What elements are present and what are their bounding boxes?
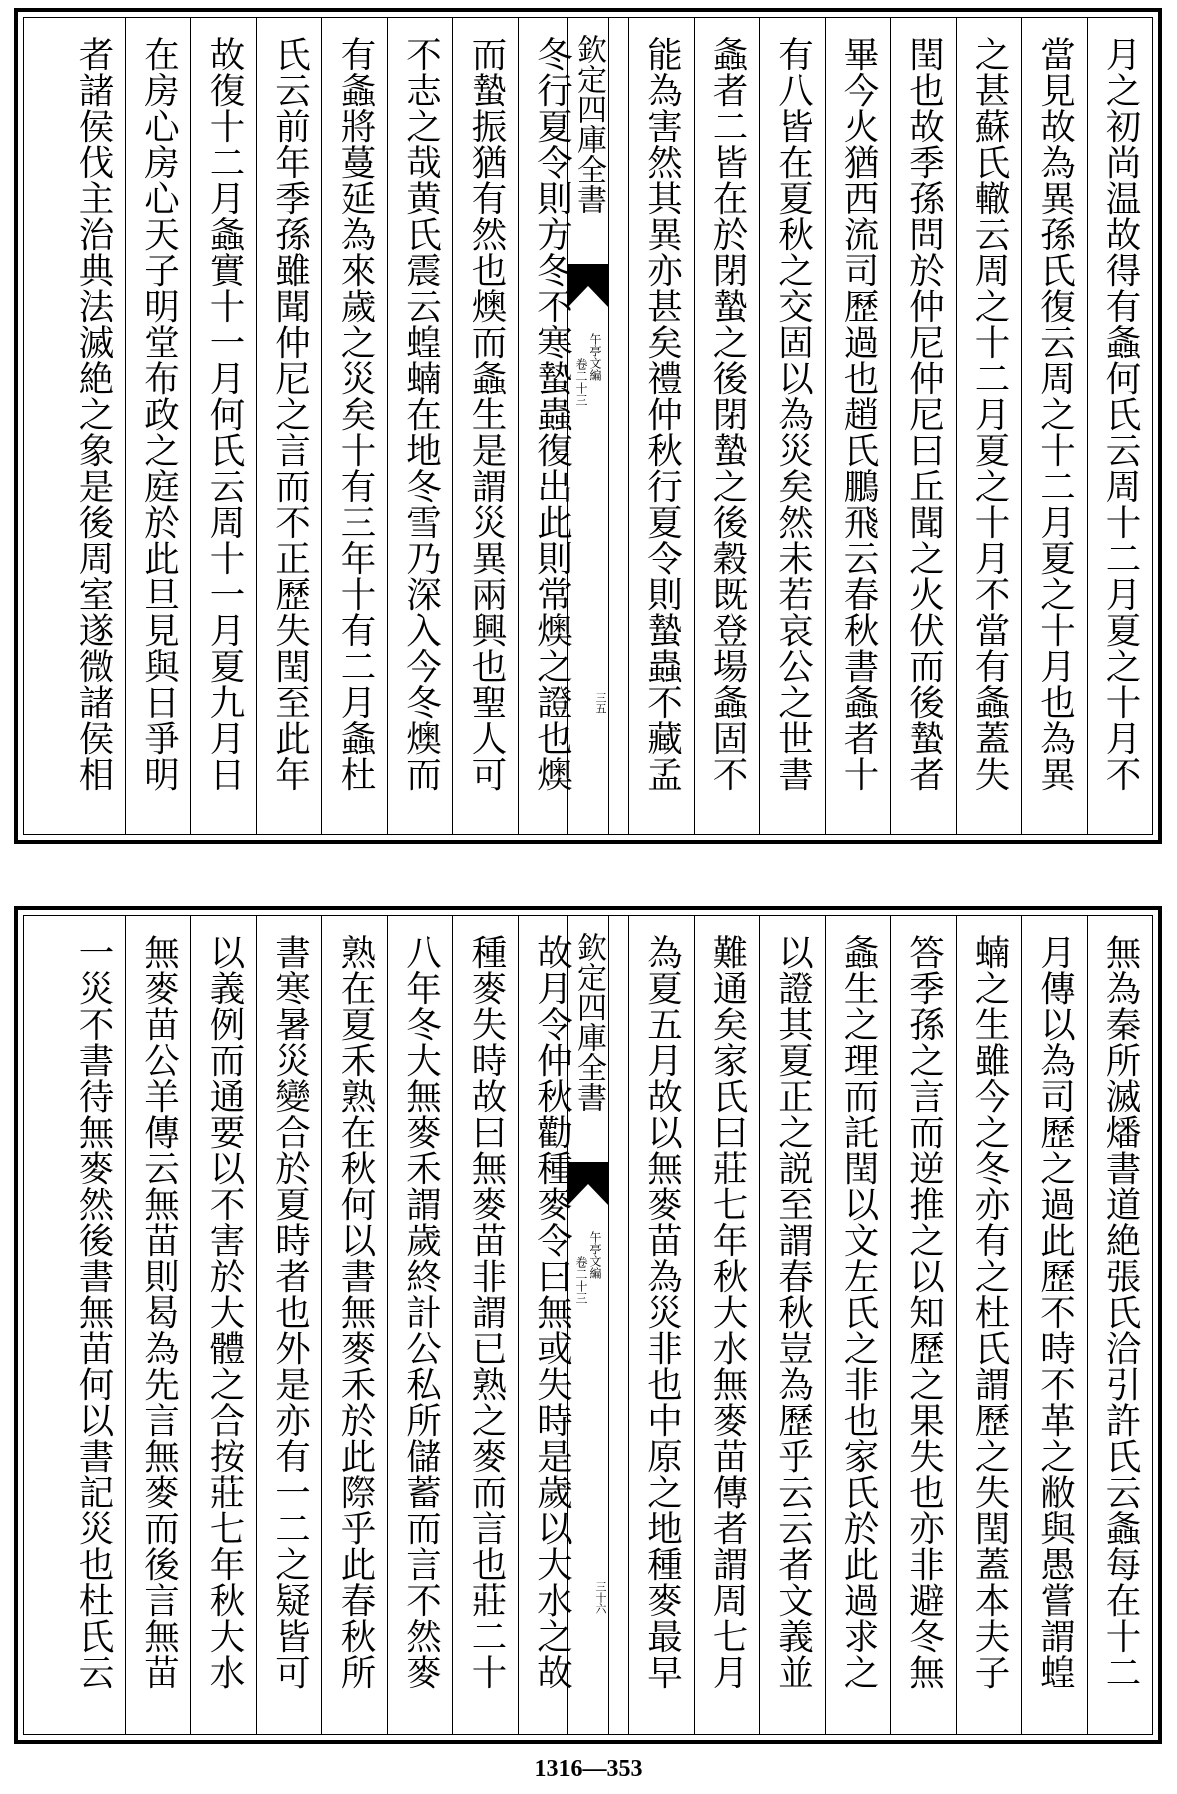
- text-column: 而蟄振猶有然也燠而螽生是謂災異兩興也聖人可: [452, 18, 518, 834]
- header-title: 欽定四庫全書: [571, 34, 606, 214]
- text-column: 故復十二月螽實十一月何氏云周十一月夏九月日: [190, 18, 256, 834]
- text-column: 冬行夏令則方冬不寒蟄蟲復出此則常燠之證也燠: [518, 18, 584, 834]
- text-column: 閏也故季孫問於仲尼仲尼曰丘聞之火伏而後蟄者: [890, 18, 956, 834]
- page-number: 三五: [594, 692, 607, 714]
- text-column: 能為害然其異亦甚矣禮仲秋行夏令則蟄蟲不藏孟: [628, 18, 694, 834]
- page-upper: [14, 8, 1162, 844]
- text-column: 之甚蘇氏轍云周之十二月夏之十月不當有螽蓋失: [956, 18, 1022, 834]
- text-column: 蝻之生雖今之冬亦有之杜氏謂歷之失閏蓋本夫子: [956, 916, 1022, 1734]
- text-column: 難通矣家氏曰莊七年秋大水無麥苗傳者謂周七月: [694, 916, 760, 1734]
- text-column: 氏云前年季孫雖聞仲尼之言而不正歷失閏至此年: [256, 18, 322, 834]
- juan-label: 卷二十三: [574, 358, 588, 406]
- right-half: [593, 916, 1152, 1734]
- text-column: 者諸侯伐主治典法滅絶之象是後周室遂微諸侯相: [72, 36, 114, 792]
- text-column: 熟在夏禾熟在秋何以書無麥禾於此際乎此春秋所: [321, 916, 387, 1734]
- text-column: 畢今火猶西流司歷過也趙氏鵬飛云春秋書螽者十: [825, 18, 891, 834]
- text-column: 八年冬大無麥禾謂歲終計公私所儲蓄而言不然麥: [387, 916, 453, 1734]
- left-half: [24, 916, 583, 1734]
- catalog-number: 1316—353: [534, 1756, 643, 1782]
- page-frame: [23, 17, 1153, 835]
- text-column: 當見故為異孫氏復云周之十二月夏之十月也為異: [1021, 18, 1087, 834]
- page-number: 三十六: [594, 1581, 607, 1614]
- text-column: 答季孫之言而逆推之以知歷之果失也亦非避冬無: [890, 916, 956, 1734]
- text-column: 故月令仲秋勸種麥令曰無或失時是歲以大水之故: [518, 916, 584, 1734]
- text-column: 有螽將蔓延為來歲之災矣十有三年十有二月螽杜: [321, 18, 387, 834]
- text-column: 無麥苗公羊傳云無苗則曷為先言無麥而後言無苗: [125, 916, 191, 1734]
- page-lower: [14, 906, 1162, 1744]
- text-column: 無為秦所滅燔書道絶張氏洽引許氏云螽每在十二: [1087, 916, 1153, 1734]
- juan-label: 卷二十三: [574, 1256, 588, 1304]
- work-title: 午亭文編: [588, 333, 602, 381]
- text-column: 螽生之理而託閏以文左氏之非也家氏於此過求之: [825, 916, 891, 1734]
- left-half: [24, 18, 583, 834]
- page-frame: [23, 915, 1153, 1735]
- text-column: 一災不書待無麥然後書無苗何以書記災也杜氏云: [72, 934, 114, 1690]
- text-column: 以證其夏正之説至謂春秋豈為歷乎云云者文義並: [759, 916, 825, 1734]
- text-column: 在房心房心天子明堂布政之庭於此旦見與日爭明: [125, 18, 191, 834]
- header-title: 欽定四庫全書: [571, 932, 606, 1112]
- text-column: 螽者二皆在於閉蟄之後閉蟄之後穀既登場螽固不: [694, 18, 760, 834]
- text-column: 不志之哉黄氏震云蝗蝻在地冬雪乃深入今冬燠而: [387, 18, 453, 834]
- text-column: 書寒暑災變合於夏時者也外是亦有一二之疑皆可: [256, 916, 322, 1734]
- text-column: 以義例而通要以不害於大體之合按莊七年秋大水: [190, 916, 256, 1734]
- text-column: 月傳以為司歷之過此歷不時不革之敝與愚嘗謂蝗: [1021, 916, 1087, 1734]
- text-column: 種麥失時故曰無麥苗非謂已熟之麥而言也莊二十: [452, 916, 518, 1734]
- text-column: 為夏五月故以無麥苗為災非也中原之地種麥最早: [628, 916, 694, 1734]
- text-column: 有八皆在夏秋之交固以為災矣然未若哀公之世書: [759, 18, 825, 834]
- work-title: 午亭文編: [588, 1231, 602, 1279]
- text-column: 月之初尚温故得有螽何氏云周十二月夏之十月不: [1087, 18, 1153, 834]
- right-half: [593, 18, 1152, 834]
